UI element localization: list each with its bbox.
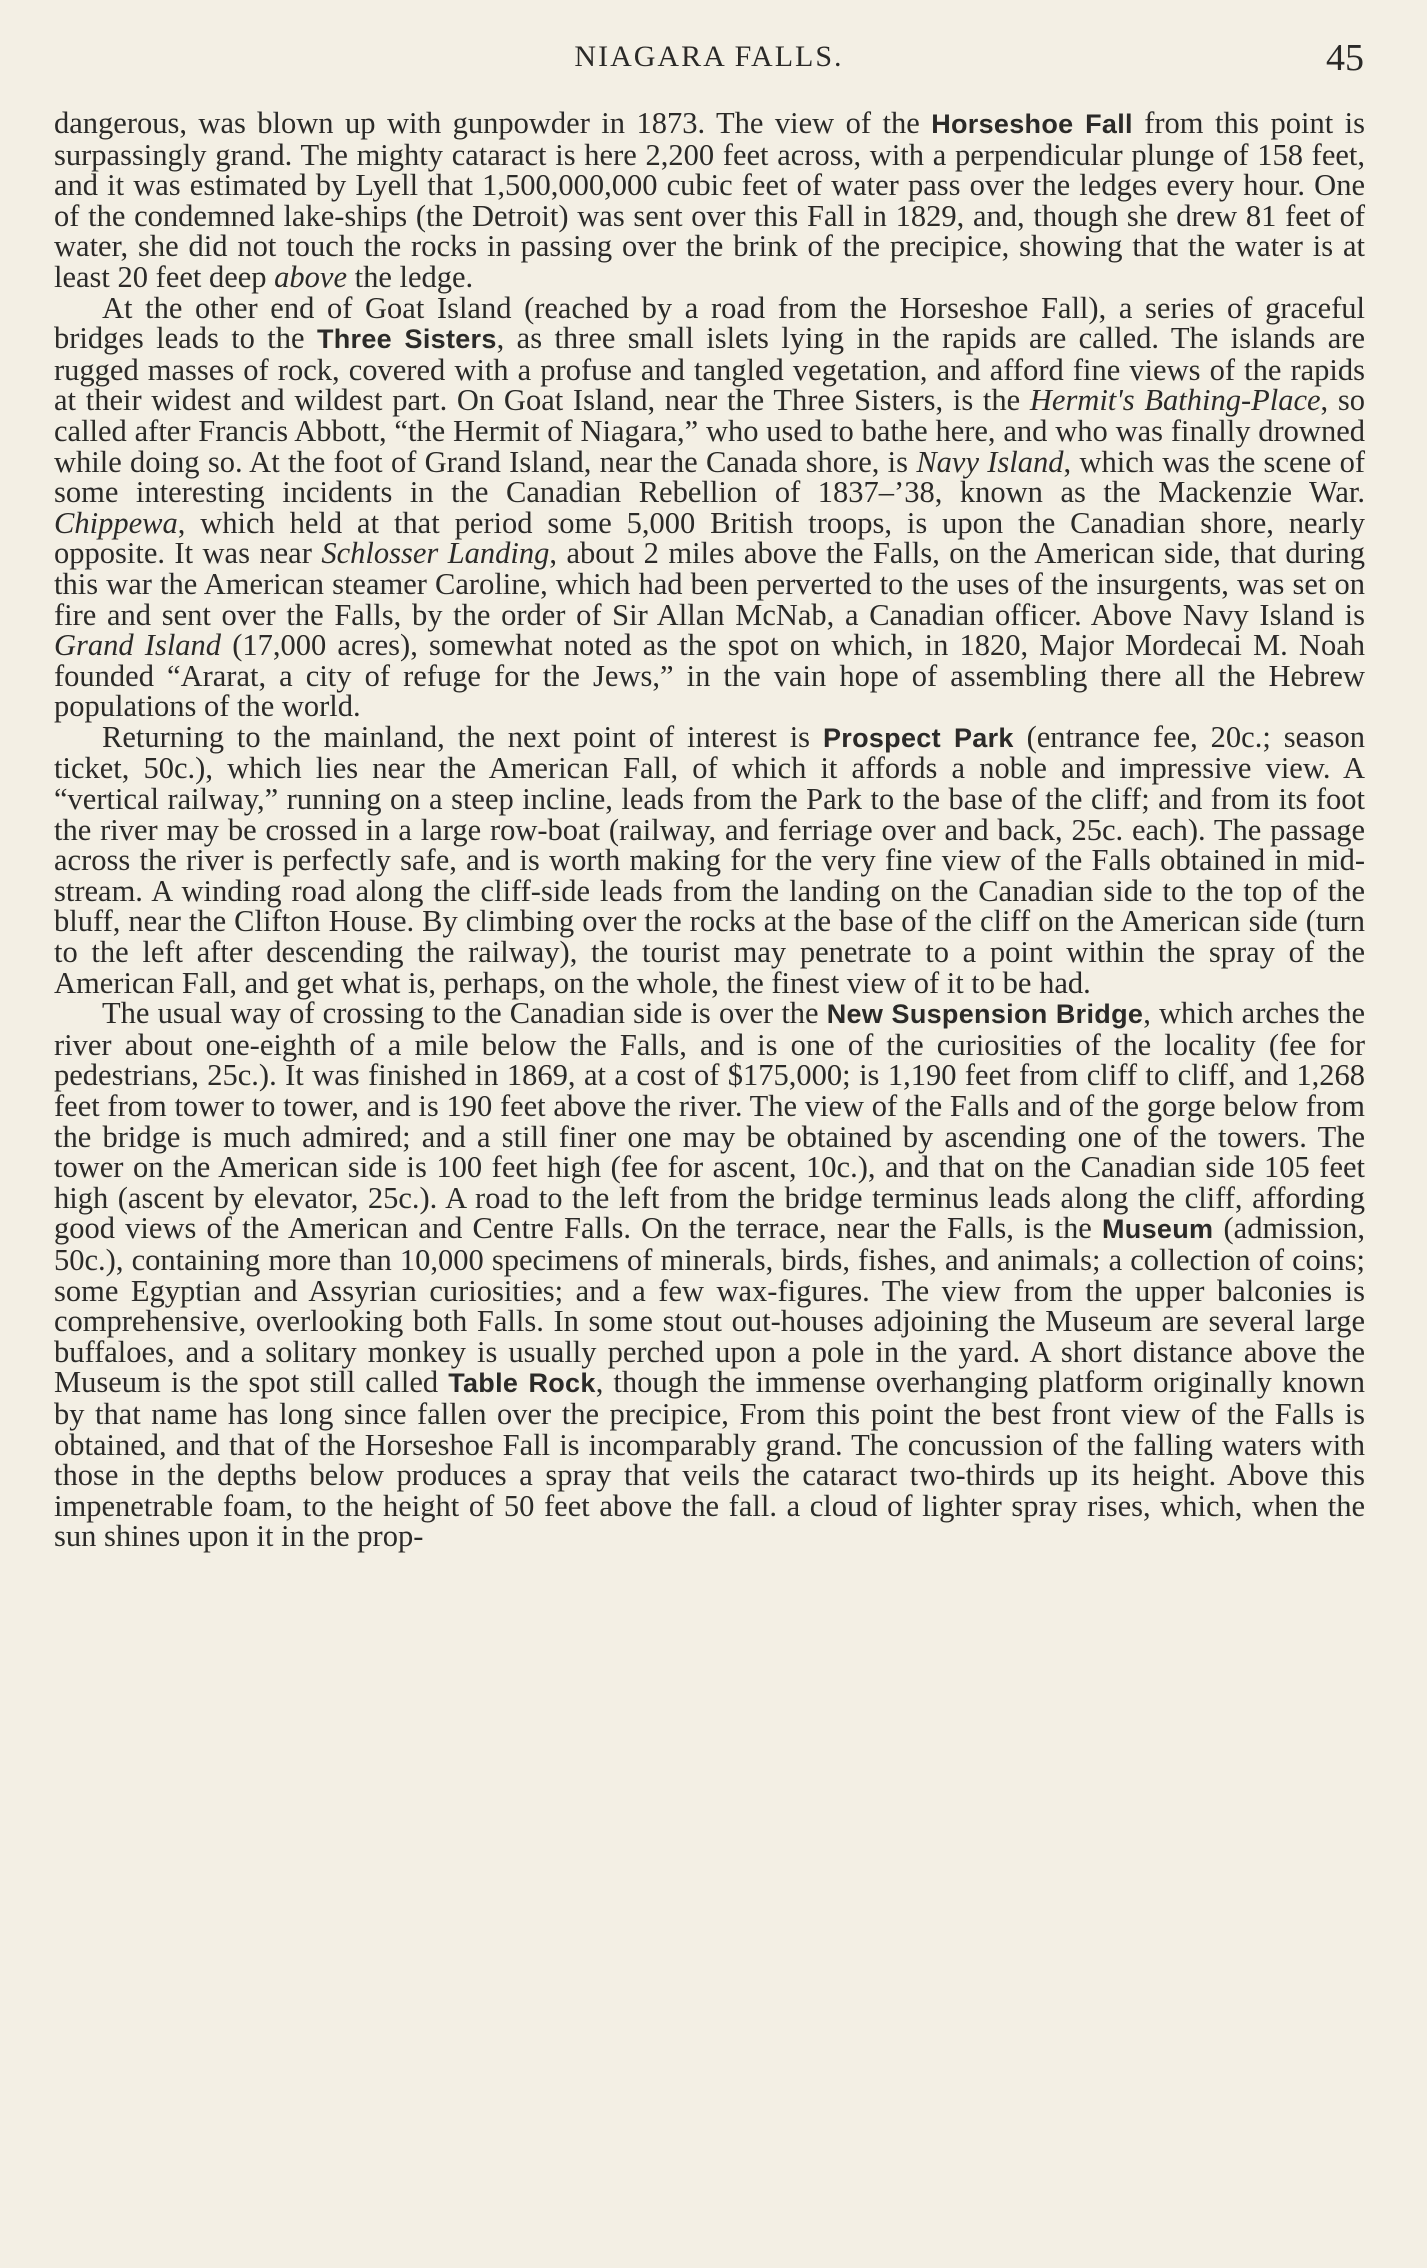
text-run: The usual way of crossing to the Canadian side is over the [102,996,827,1031]
page-number: 45 [1326,37,1364,79]
text-run: At the other end of Goat Island (reached by a road from the Horseshoe Fall), a series of graceful bridges leads to the [54,290,1365,356]
text-run: (admission, 50c.), containing more than 10,000 specimens of minerals, birds, fishes, and animals; a collection of coins; some Egyptian and Assyrian curiosities; and a few wax-figures. The view from the upper balconies is comprehensive, overlooking both Falls. In some stout out-houses adjoining the Museum are several large buffaloes, and a solitary monkey is usually perched upon a pole in the yard. A short distance above the Museum is the spot still called [54,1211,1365,1400]
place-name: New Suspension Bridge [826,999,1144,1030]
place-name: Horseshoe Fall [931,109,1133,139]
place-name: Three Sisters [316,324,497,355]
text-run: , which arches the river about one-eighth of a mile below the Falls, and is one of the curiosities of the locality (fee for pedestrians, 25c.). It was finished in 1869, at a cost of $175,000; is 1,190 feet from cliff to cliff, and 1,268 feet from tower to tower, and is 190 feet above the river. The view of the Falls and of the gorge below from the bridge is much admired; and a still finer one may be obtained by ascending one of the towers. The tower on the American side is 100 feet high (fee for ascent, 10c.), and that on the Canadian side 105 feet high (ascent by elevator, 25c.). A road to the left from the bridge terminus leads along the cliff, affording good views of the American and Centre Falls. On the terrace, near the Falls, is the [54,996,1365,1246]
text-run: , though the immense overhanging platform originally known by that name has long since fallen over the precipice, From this point the best front view of the Falls is obtained, and that of the Horseshoe Fall is incomparably grand. The concussion of the falling waters with those in the depths below produces a spray that veils the cataract two-thirds up its height. Above this impenetrable foam, to the height of 50 feet above the fall. a cloud of lighter spray rises, which, when the sun shines upon it in the prop- [54,1365,1365,1554]
italic-term: above [274,259,347,294]
place-name: Museum [1102,1214,1214,1245]
text-run: , which was the scene of some interesting incidents in the Canadian Rebellion of 1837–’38, known as the Mackenzie War. [54,444,1365,510]
text-run: , about 2 miles above the Falls, on the American side, that during this war the American steamer Caroline, which had been perverted to the uses of the insurgents, was set on fire and sent over the Falls, by the order of Sir Allan McNab, a Canadian officer. Above Navy Island is [54,536,1366,632]
paragraph-4 [54,998,1365,1552]
text-run: (entrance fee, 20c.; season ticket, 50c.), which lies near the American Fall, of which it affords a noble and impressive view. A “vertical railway,” running on a steep incline, leads from the Park to the base of the cliff; and from its foot the river may be crossed in a large row-boat (railway, and ferriage over and back, 25c. each). The passage across the river is perfectly safe, and is worth making for the very fine view of the Falls obtained in mid-stream. A winding road along the cliff-side leads from the landing on the Canadian side to the top of the bluff, near the Clifton House. By climbing over the rocks at the base of the cliff on the American side (turn to the left after descending the railway), the tourist may penetrate to a point within the spray of the American Fall, and get what is, perhaps, on the whole, the finest view of it to be had. [54,719,1366,1000]
place-name: Table Rock [448,1368,596,1399]
running-head [54,37,1364,80]
text-run: , so called after Francis Abbott, “the Hermit of Niagara,” who used to bathe here, and who was finally drowned while doing so. At the foot of Grand Island, near the Canada shore, is [54,383,1365,479]
text-run: Returning to the mainland, the next point of interest is [102,719,823,754]
text-run: , which held at that period some 5,000 British troops, is upon the Canadian shore, nearly opposite. It was near [54,505,1365,571]
text-run: the ledge. [347,259,474,294]
text-run: from this point is surpassingly grand. The mighty cataract is here 2,200 feet across, with a perpendicular plunge of 158 feet, and it was estimated by Lyell that 1,500,000,000 cubic feet of water pass over the ledges every hour. One of the condemned lake-ships (the Detroit) was sent over this Fall in 1829, and, though she drew 81 feet of water, she did not touch the rocks in passing over the brink of the precipice, showing that the water is at least 20 feet deep [54,106,1365,294]
body-text [54,108,1365,1552]
text-run: , as three small islets lying in the rapids are called. The islands are rugged masses of rock, covered with a profuse and tangled vegetation, and afford fine views of the rapids at their widest and wildest part. On Goat Island, near the Three Sisters, is the [54,321,1365,418]
paragraph-2 [54,290,1366,724]
italic-term: Navy Island [916,444,1064,479]
text-run: dangerous, was blown up with gunpowder in 1873. The view of the [54,106,932,140]
paragraph-1 [54,108,1365,293]
text-run: (17,000 acres), somewhat noted as the spot on which, in 1820, Major Mordecai M. Noah founded “Ararat, a city of refuge for the Jews,” in the vain hope of assembling there all the Hebrew populations of the world. [54,628,1365,724]
italic-term: Schlosser Landing [321,536,550,571]
italic-term: Grand Island [54,628,222,663]
italic-term: Hermit's Bathing-Place [1029,383,1321,418]
running-title: NIAGARA FALLS. [574,40,844,73]
italic-term: Chippewa [54,505,178,540]
place-name: Prospect Park [822,722,1014,753]
paragraph-3 [54,719,1366,1000]
